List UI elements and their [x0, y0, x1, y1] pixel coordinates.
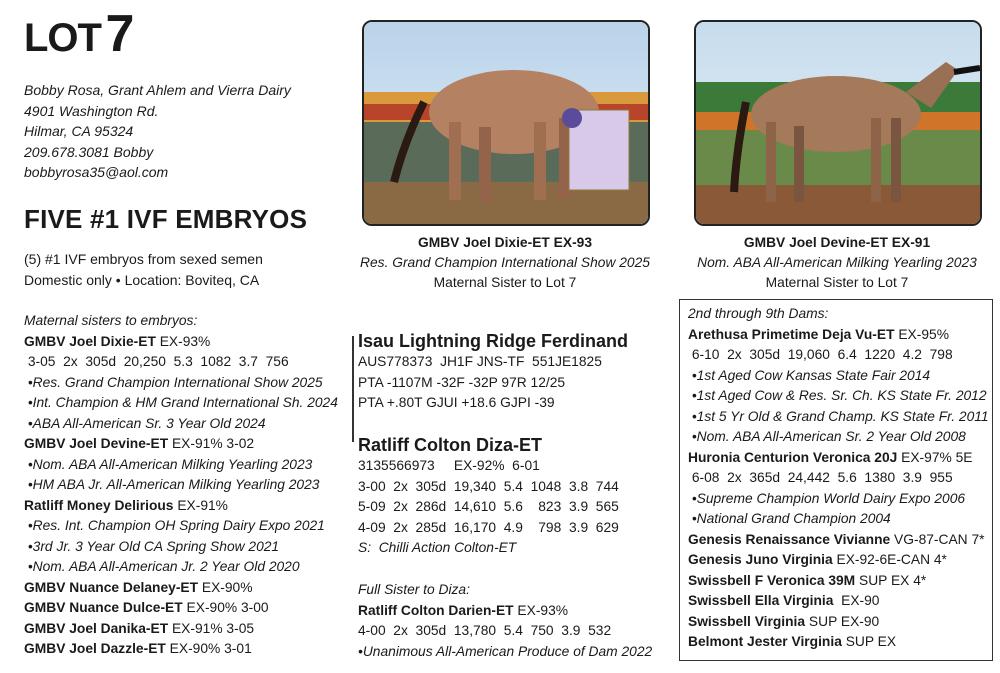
full-sister-heading: Full Sister to Diza:	[358, 582, 470, 597]
dam-name: Ratliff Colton Diza-ET	[358, 435, 542, 455]
full-sister-block	[358, 580, 678, 662]
offer-desc-line: (5) #1 IVF embryos from sexed semen	[24, 251, 263, 267]
animal-name: Genesis Juno Virginia	[688, 552, 833, 567]
award-line: •Nom. ABA All-American Jr. 2 Year Old 2020	[24, 559, 300, 574]
contact-email: bobbyrosa35@aol.com	[24, 164, 169, 180]
cow-photo-dixie	[364, 22, 648, 224]
pedigree-entry	[688, 325, 992, 346]
animal-name: Genesis Renaissance Vivianne	[688, 531, 891, 547]
award-line: •Nom. ABA All-American Sr. 2 Year Old 2008	[688, 429, 966, 444]
cow-photo-devine	[696, 22, 980, 224]
animal-score: SUP EX-90	[805, 613, 880, 629]
contact-line: 209.678.3081 Bobby	[24, 143, 154, 160]
award-line: •Res. Int. Champion OH Spring Dairy Expo 2021	[24, 518, 325, 533]
animal-name: GMBV Joel Dixie-ET	[24, 333, 156, 349]
dams-list	[688, 325, 992, 653]
dam-sire-line: S: Chilli Action Colton-ET	[358, 540, 517, 555]
animal-name: Swissbell F Veronica 39M	[688, 572, 856, 588]
animal-score: EX-90	[833, 593, 880, 608]
full-sister-award: •Unanimous All-American Produce of Dam 2022	[358, 643, 653, 659]
photo-devine	[694, 20, 982, 226]
animal-score: VG-87-CAN 7*	[890, 531, 985, 547]
animal-score: EX-91%	[173, 497, 228, 513]
animal-name: GMBV Joel Danika-ET	[24, 620, 169, 636]
pedigree-entry	[688, 632, 992, 653]
award-line: •1st 5 Yr Old & Grand Champ. KS State Fr. 2011	[688, 408, 989, 424]
pedigree-entry	[24, 619, 354, 640]
award-line: •Supreme Champion World Dairy Expo 2006	[688, 490, 966, 506]
pedigree-entry	[688, 448, 992, 469]
consignor-contact	[24, 80, 291, 183]
animal-name: GMBV Joel Dazzle-ET	[24, 641, 166, 656]
pedigree-entry	[24, 332, 354, 353]
dam-line: 4-09 2x 285d 16,170 4.9 798 3.9 629	[358, 519, 619, 535]
award-line: •Int. Champion & HM Grand International Sh. 2024	[24, 395, 338, 410]
pedigree-entry	[24, 598, 354, 619]
award-line: •Nom. ABA All-American Milking Yearling 2023	[24, 456, 313, 472]
award-line: •National Grand Champion 2004	[688, 511, 891, 526]
maternal-sisters	[24, 311, 354, 660]
lot-heading	[24, 5, 135, 63]
photo-dixie-caption	[358, 233, 652, 293]
caption-award: Nom. ABA All-American Milking Yearling 2023	[697, 255, 977, 270]
animal-name: Swissbell Virginia	[688, 613, 806, 629]
animal-score: EX-90% 3-01	[165, 641, 252, 656]
pedigree-entry	[24, 496, 354, 517]
caption-award: Res. Grand Champion International Show 2025	[360, 255, 650, 270]
animal-score: EX-90%	[198, 579, 253, 595]
full-sister-name: Ratliff Colton Darien-ET	[358, 602, 514, 618]
production-record: 3-05 2x 305d 20,250 5.3 1082 3.7 756	[24, 354, 289, 369]
maternal-heading: Maternal sisters to embryos:	[24, 313, 198, 328]
offer-description	[24, 249, 263, 290]
offer-title: FIVE #1 IVF EMBRYOS	[24, 204, 308, 234]
animal-name: GMBV Nuance Delaney-ET	[24, 579, 199, 595]
award-line: •1st Aged Cow Kansas State Fair 2014	[688, 367, 931, 383]
caption-relation: Maternal Sister to Lot 7	[433, 275, 577, 290]
animal-score: EX-95%	[894, 326, 949, 342]
dams-heading: 2nd through 9th Dams:	[688, 306, 829, 321]
pedigree-entry	[24, 578, 354, 599]
lot-number: 7	[105, 5, 135, 63]
animal-name: Belmont Jester Virginia	[688, 634, 842, 649]
production-record: 6-08 2x 365d 24,442 5.6 1380 3.9 955	[688, 470, 953, 485]
sire-line: PTA -1107M -32F -32P 97R 12/25	[358, 374, 566, 390]
animal-score: EX-93%	[155, 333, 211, 349]
caption-name: GMBV Joel Devine-ET EX-91	[743, 235, 931, 250]
dam-line: 3-00 2x 305d 19,340 5.4 1048 3.8 744	[358, 478, 619, 494]
sire-block	[358, 331, 678, 414]
pedigree-entry	[688, 550, 992, 571]
contact-line: 4901 Washington Rd.	[24, 102, 159, 119]
animal-name: Arethusa Primetime Deja Vu-ET	[688, 326, 895, 342]
animal-score: EX-91% 3-02	[168, 436, 255, 451]
pedigree-entry	[688, 530, 992, 551]
award-line: •HM ABA Jr. All-American Milking Yearling 2023	[24, 477, 320, 492]
full-sister-record: 4-00 2x 305d 13,780 5.4 750 3.9 532	[358, 623, 612, 638]
animal-name: Huronia Centurion Veronica 20J	[688, 449, 898, 465]
sire-line: PTA +.80T GJUI +18.6 GJPI -39	[358, 395, 555, 410]
caption-relation: Maternal Sister to Lot 7	[765, 275, 909, 290]
animal-name: Swissbell Ella Virginia	[688, 593, 834, 608]
animal-name: Ratliff Money Delirious	[24, 497, 174, 513]
dam-block	[358, 435, 678, 559]
photo-devine-caption	[690, 233, 984, 293]
animal-score: SUP EX 4*	[855, 572, 927, 588]
dam-line: 5-09 2x 286d 14,610 5.6 823 3.9 565	[358, 499, 619, 514]
animal-score: EX-91% 3-05	[168, 620, 255, 636]
dams-box	[679, 299, 993, 661]
award-line: •Res. Grand Champion International Show 2025	[24, 374, 323, 390]
sire-name: Isau Lightning Ridge Ferdinand	[358, 331, 628, 351]
pedigree-entry	[688, 591, 992, 612]
pedigree-entry	[24, 434, 354, 455]
animal-score: EX-97% 5E	[897, 449, 973, 465]
lot-word: LOT	[24, 16, 101, 60]
sire-line: AUS778373 JH1F JNS-TF 551JE1825	[358, 354, 602, 369]
award-line: •ABA All-American Sr. 3 Year Old 2024	[24, 415, 266, 431]
section-divider	[352, 336, 354, 442]
caption-name: GMBV Joel Dixie-ET EX-93	[417, 235, 593, 250]
contact-line: Bobby Rosa, Grant Ahlem and Vierra Dairy	[24, 82, 291, 98]
pedigree-entry	[688, 571, 992, 592]
award-line: •1st Aged Cow & Res. Sr. Ch. KS State Fr. 2012	[688, 388, 987, 403]
dam-line: 3135566973 EX-92% 6-01	[358, 458, 540, 473]
animal-name: GMBV Nuance Dulce-ET	[24, 600, 183, 615]
maternal-list	[24, 332, 354, 660]
offer-desc-line: Domestic only • Location: Boviteq, CA	[24, 271, 260, 288]
animal-score: EX-92-6E-CAN 4*	[832, 552, 947, 567]
pedigree-entry	[688, 612, 992, 633]
animal-score: SUP EX	[841, 634, 897, 649]
animal-name: GMBV Joel Devine-ET	[24, 436, 169, 451]
animal-score: EX-90% 3-00	[182, 600, 269, 615]
photo-dixie	[362, 20, 650, 226]
award-line: •3rd Jr. 3 Year Old CA Spring Show 2021	[24, 538, 280, 554]
pedigree-entry	[24, 639, 354, 660]
contact-line: Hilmar, CA 95324	[24, 123, 134, 139]
full-sister-score: EX-93%	[513, 602, 569, 618]
production-record: 6-10 2x 305d 19,060 6.4 1220 4.2 798	[688, 347, 953, 362]
